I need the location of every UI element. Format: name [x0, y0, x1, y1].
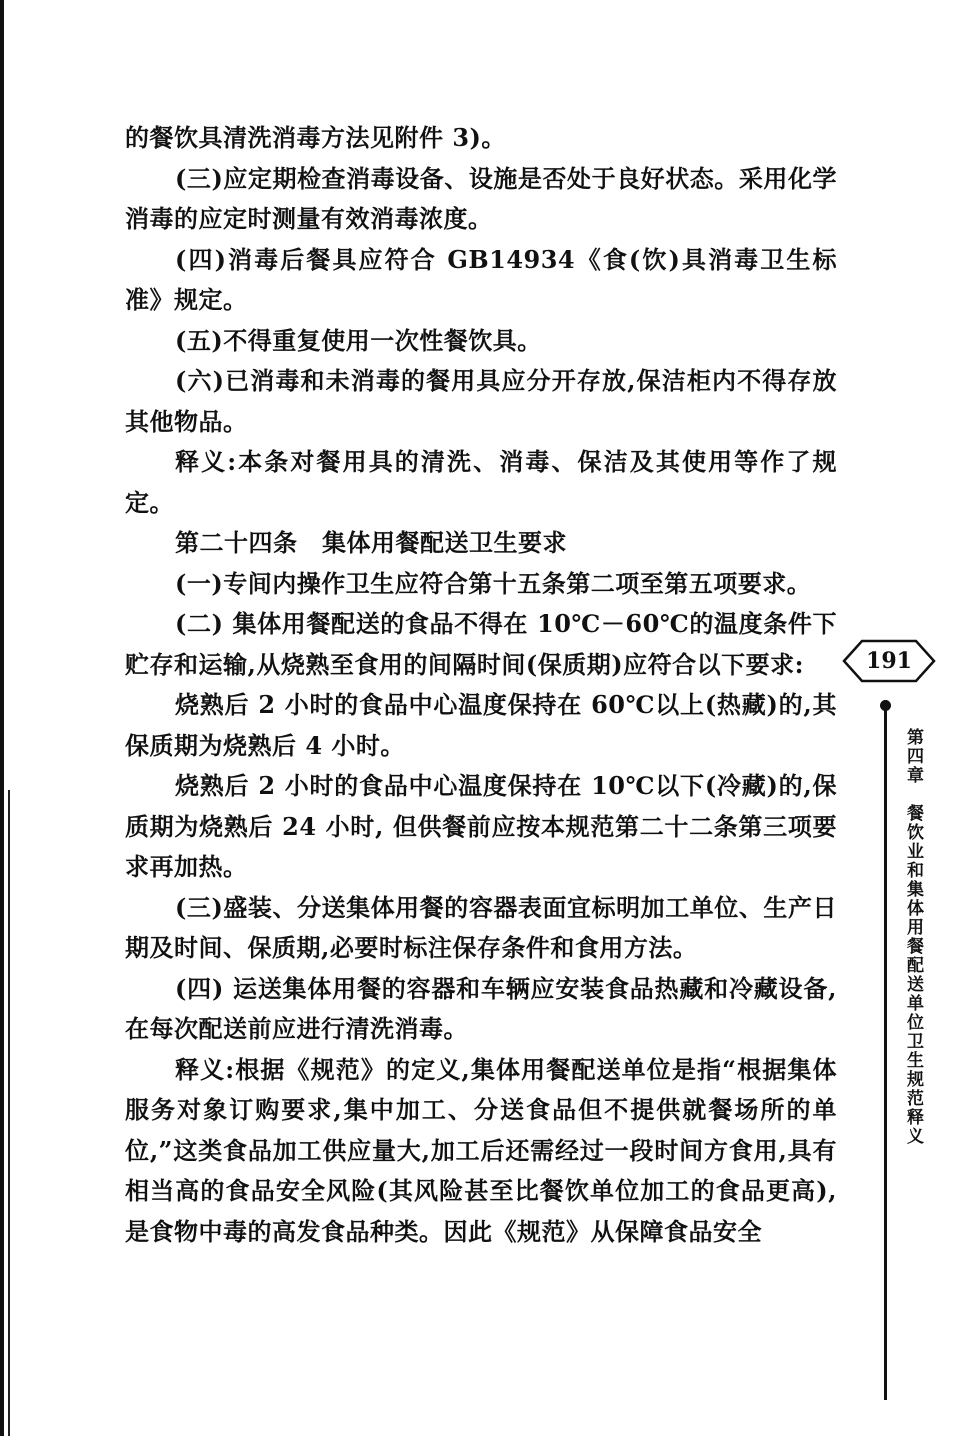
paragraph: (三)应定期检查消毒设备、设施是否处于良好状态。采用化学消毒的应定时测量有效消毒浓度。: [125, 163, 837, 233]
side-rule: [884, 700, 887, 1400]
paragraph: 释义:根据《规范》的定义,集体用餐配送单位是指“根据集体服务对象订购要求,集中加工、分送食品但不提供就餐场所的单位,”这类食品加工供应量大,加工后还需经过一段时间方食用,具有相当高的食品安全风险(其风险甚至比餐饮单位加工的食品更高),是食物中毒的高发食品种类。因此《规范》从保障食品安全: [125, 1054, 837, 1246]
paragraph: 烧熟后 2 小时的食品中心温度保持在 10℃以下(冷藏)的,保质期为烧熟后 24 小时, 但供餐前应按本规范第二十二条第三项要求再加热。: [125, 771, 837, 881]
paragraph: (四) 运送集体用餐的容器和车辆应安装食品热藏和冷藏设备,在每次配送前应进行清洗消毒。: [125, 973, 837, 1043]
body-text: [125, 118, 837, 1252]
paragraph: 释义:本条对餐用具的清洗、消毒、保洁及其使用等作了规定。: [125, 447, 837, 517]
paragraph: (五)不得重复使用一次性餐饮具。: [175, 325, 542, 355]
paragraph: 烧熟后 2 小时的食品中心温度保持在 60℃以上(热藏)的,其保质期为烧熟后 4 小时。: [125, 690, 837, 760]
paragraph: (三)盛装、分送集体用餐的容器表面宜标明加工单位、生产日期及时间、保质期,必要时标注保存条件和食用方法。: [125, 892, 837, 962]
gutter-line: [8, 790, 10, 1436]
paragraph: (二) 集体用餐配送的食品不得在 10℃－60℃的温度条件下贮存和运输,从烧熟至食用的间隔时间(保质期)应符合以下要求:: [125, 609, 837, 679]
article-heading: 第二十四条 集体用餐配送卫生要求: [175, 528, 567, 557]
paragraph: 的餐饮具清洗消毒方法见附件 3)。: [125, 123, 506, 152]
paragraph: (六)已消毒和未消毒的餐用具应分开存放,保洁柜内不得存放其他物品。: [125, 366, 837, 436]
paragraph: (一)专间内操作卫生应符合第十五条第二项至第五项要求。: [175, 568, 812, 598]
side-dot: [880, 700, 891, 711]
page-number-badge: [840, 636, 938, 686]
running-chapter-title: 第四章 餐饮业和集体用餐配送单位卫生规范释义: [903, 728, 923, 1146]
page-number: 191: [866, 648, 912, 674]
page-edge-rule: [0, 0, 4, 1436]
paragraph: (四)消毒后餐具应符合 GB14934《食(饮)具消毒卫生标准》规定。: [125, 244, 837, 314]
